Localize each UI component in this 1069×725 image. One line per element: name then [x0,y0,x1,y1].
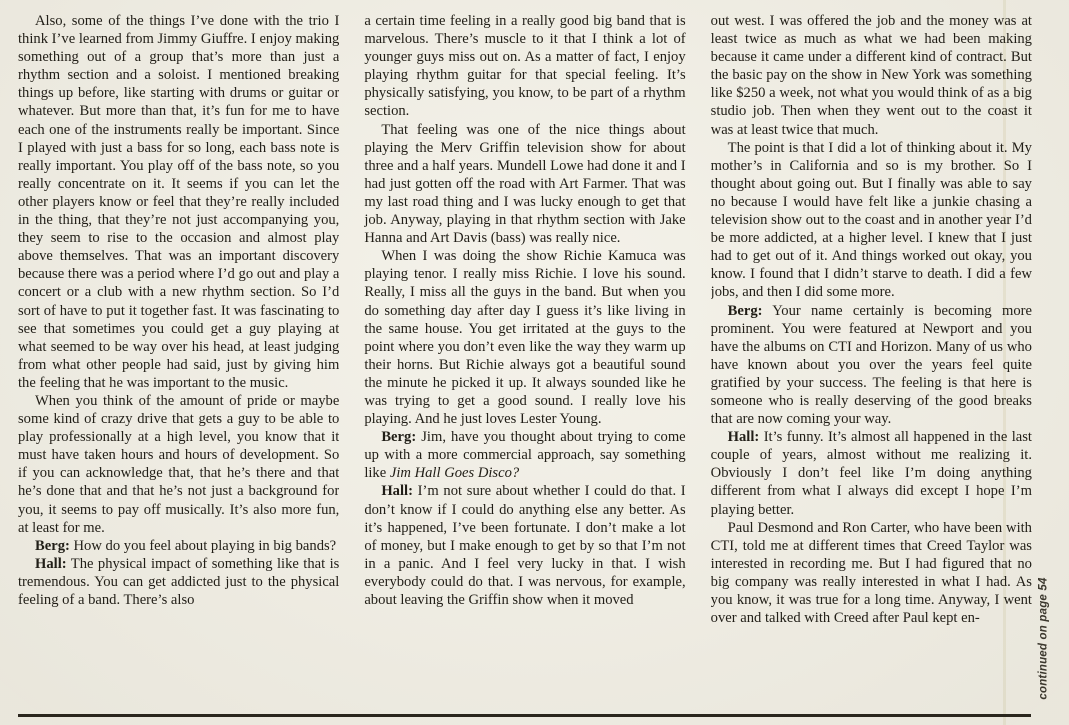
text-segment: The physical impact of something like that is tremendous. You can get addicted just to the physical feeling of a band. There’s also [18,555,340,608]
paragraph [711,139,1032,302]
column-1 [18,12,339,710]
text-segment: When I was doing the show Richie Kamuca was playing tenor. I really miss Richie. I love his sound. Really, I miss all the guys in the band. But when you do something day after day I guess it’s like living in the same house. You get irritated at the guys to the point where you don’t even like the way they warm up their horns. But Richie always got a beautiful sound the minute he picked it up. It always sounded like he was trying to get a good sound. I really love his playing. And he just loves Lester Young. [364,248,686,428]
text-segment: a certain time feeling in a really good big band that is marvelous. There’s muscle to it that I think a lot of younger guys miss out on. As a matter of fact, I enjoy playing rhythm guitar for that special feeling. It’s physically satisfying, you know, to be part of a rhythm section. [364,13,686,120]
speaker-label: Hall: [35,555,67,572]
paragraph [364,121,685,248]
paragraph [364,247,685,428]
text-segment: Your name certainly is becoming more prominent. You were featured at Newport and you have the albums on CTI and Horizon. Many of us who have known about you over the years feel quite gratified by your success. The feeling is that here is someone who is really deserving of the good breaks that are now coming your way. [710,302,1032,428]
paragraph [364,428,685,482]
paragraph [18,537,339,555]
text-segment: Jim, have you thought about trying to come up with a more commercial approach, say something like [364,429,686,482]
page-bottom-rule [18,714,1031,717]
text-segment: That feeling was one of the nice things about playing the Merv Griffin television show for about three and a half years. Mundell Lowe had done it and I had just gotten off the road with Art Farmer. That was my last road thing and I was lucky enough to get that job. Anyway, playing in that rhythm section with Jake Hanna and Art Davis (bass) was really nice. [364,121,686,247]
paragraph [18,392,339,537]
column-2 [364,12,685,710]
text-segment: I’m not sure about whether I could do that. I don’t know if I could do anything else any better. As it’s happened, I’ve been fortunate. I don’t make a lot of money, but I make enough to get by so that I’m not in a panic. And I feel very lucky in that. I wish everybody could do that. I was nervous, for example, about leaving the Griffin show when it moved [364,483,686,608]
paragraph [364,482,685,609]
text-segment: The point is that I did a lot of thinking about it. My mother’s in California and so is my brother. So I thought about going out. But I finally was able to say no because I would have felt like a junkie chasing a television show out to the coast and in another year I’d be more addicted, at a higher level. I knew that I just had to get out of it. And things worked out okay, you know. I found that I didn’t starve to death. I did a few jobs, and then I did some more. [710,139,1032,301]
text-segment: When you think of the amount of pride or maybe some kind of crazy drive that gets a guy to be able to play professionally at a high level, you know that it must have taken hours and hours of development. So if you can acknowledge that, that he’s there and that he’s done that and that he’s not just a background for you, it seems to pay off musically. It’s also more fun, at least for me. [18,392,340,536]
paragraph [711,428,1032,518]
speaker-label: Berg: [727,302,763,319]
column-3 [711,12,1032,710]
speaker-label: Hall: [381,483,413,500]
speaker-label: Hall: [727,429,760,446]
speaker-label: Berg: [35,537,70,554]
speaker-label: Berg: [381,429,417,446]
paragraph [711,12,1032,139]
continued-on-page-note: continued on page 54 [1037,577,1050,700]
paragraph [18,12,339,392]
text-segment: out west. I was offered the job and the money was at least twice as much as what we had been making because it came under a different kind of contract. But the basic pay on the show in New York was something like $250 a week, not what you would think of as a big studio job. Then when they went out to the coast it was at least twice that much. [710,13,1032,138]
text-segment: It’s funny. It’s almost all happened in the last couple of years, almost without me realizing it. Obviously I don’t feel like I’m doing anything different from what I always did except I hope I’m playing better. [710,429,1032,518]
paragraph [364,12,685,121]
text-segment: How do you feel about playing in big bands? [69,537,337,554]
paragraph [711,519,1032,628]
article-text-columns [18,12,1032,710]
text-segment: Also, some of the things I’ve done with the trio I think I’ve learned from Jimmy Giuffre. I enjoy making something out of a group that’s more than just a rhythm section and a soloist. I mentioned breaking things up before, like starting with drums or guitar or whatever. But more than that, it’s fun for me to have each one of the instruments really be important. Since I played with just a bass for so long, each bass note is really important. You play off of the bass note, so you really concentrate on it. It seems if you can let the other players know or feel that they’re really included in the thing, that they’re not just accompanying you, they seem to rise to the occasion and almost play above themselves. That was an important discovery because there was a period where I’d go out and play a concert or a club with a new rhythm section. So I’d sort of have to put it together fast. It was fascinating to see that sometimes you could get a guy playing at what seemed to be way over his head, at least judging from what other people had said, just by giving him the feeling that he was important to the music. [18,13,340,391]
paragraph [18,555,339,609]
italic-phrase: Jim Hall Goes Disco? [389,465,520,482]
text-segment: Paul Desmond and Ron Carter, who have been with CTI, told me at different times that Creed Taylor was interested in recording me. But I had figured that no big company was really interested in what I had. As you know, it was true for a long time. Anyway, I went over and talked with Creed after Paul kept en- [710,519,1032,627]
paragraph [711,302,1032,429]
